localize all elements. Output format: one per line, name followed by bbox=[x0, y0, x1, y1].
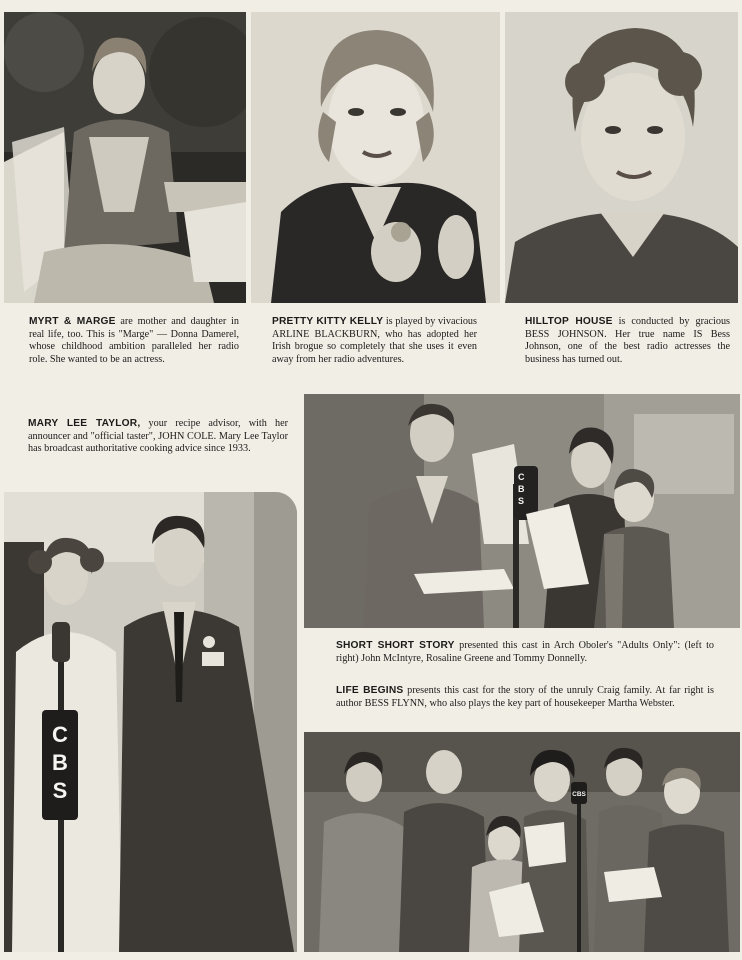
caption-mary-lee-taylor bbox=[28, 418, 288, 456]
mic-flag-large-s: S bbox=[52, 778, 68, 803]
photo-hilltop-house bbox=[505, 12, 738, 303]
caption-marylee-lead: MARY LEE TAYLOR, bbox=[28, 418, 141, 429]
caption-lifebegins-lead: LIFE BEGINS bbox=[336, 685, 404, 696]
caption-pretty-kitty-kelly bbox=[272, 316, 477, 366]
caption-hilltop-house bbox=[525, 316, 730, 366]
photo-mary-lee-taylor bbox=[4, 492, 297, 952]
photo-life-begins bbox=[304, 732, 740, 952]
mic-flag-small: CBS bbox=[572, 791, 586, 798]
photo-pretty-kitty-kelly bbox=[251, 12, 500, 303]
caption-marylee-text: your recipe advisor, with her announcer and "official taster", JOHN COLE. Mary Lee Taylor has broadcast authoritative cooking advice since 1933. bbox=[28, 418, 288, 455]
caption-shortstory-text: presented this cast in Arch Oboler's "Adults Only": (left to right) John McIntyre, Rosaline Greene and Tommy Donnelly. bbox=[336, 640, 715, 664]
caption-short-short-story bbox=[336, 640, 714, 665]
caption-myrt-and-marge bbox=[29, 316, 239, 366]
caption-hilltop-lead: HILLTOP HOUSE bbox=[525, 316, 613, 327]
caption-shortstory-lead: SHORT SHORT STORY bbox=[336, 640, 455, 651]
caption-myrt-lead: MYRT & MARGE bbox=[29, 316, 116, 327]
caption-myrt-text: are mother and daughter in real life, too. This is "Marge" — Donna Damerel, whose childhood ambition paralleled her radio role. She wanted to be an actress. bbox=[29, 316, 239, 365]
mic-flag-letter-c: C bbox=[518, 472, 525, 482]
mic-flag-letter-s: S bbox=[518, 496, 525, 506]
mic-flag-letter-b: B bbox=[518, 484, 525, 494]
photo-short-short-story bbox=[304, 394, 740, 628]
caption-kitty-lead: PRETTY KITTY KELLY bbox=[272, 316, 384, 327]
caption-life-begins bbox=[336, 685, 714, 710]
mic-flag-large-c: C bbox=[52, 722, 68, 747]
photo-myrt-and-marge bbox=[4, 12, 246, 303]
caption-kitty-text: is played by vivacious ARLINE BLACKBURN, who has adopted her Irish brogue so completely that she uses it even away from her radio adventures. bbox=[272, 316, 477, 365]
mic-flag-large-b: B bbox=[52, 750, 68, 775]
caption-hilltop-text: is conducted by gracious BESS JOHNSON. Her true name IS Bess Johnson, one of the best radio actresses the business has turned out. bbox=[525, 316, 730, 365]
caption-lifebegins-text: presents this cast for the story of the unruly Craig family. At far right is author BESS FLYNN, who also plays the key part of housekeeper Martha Webster. bbox=[336, 685, 714, 709]
